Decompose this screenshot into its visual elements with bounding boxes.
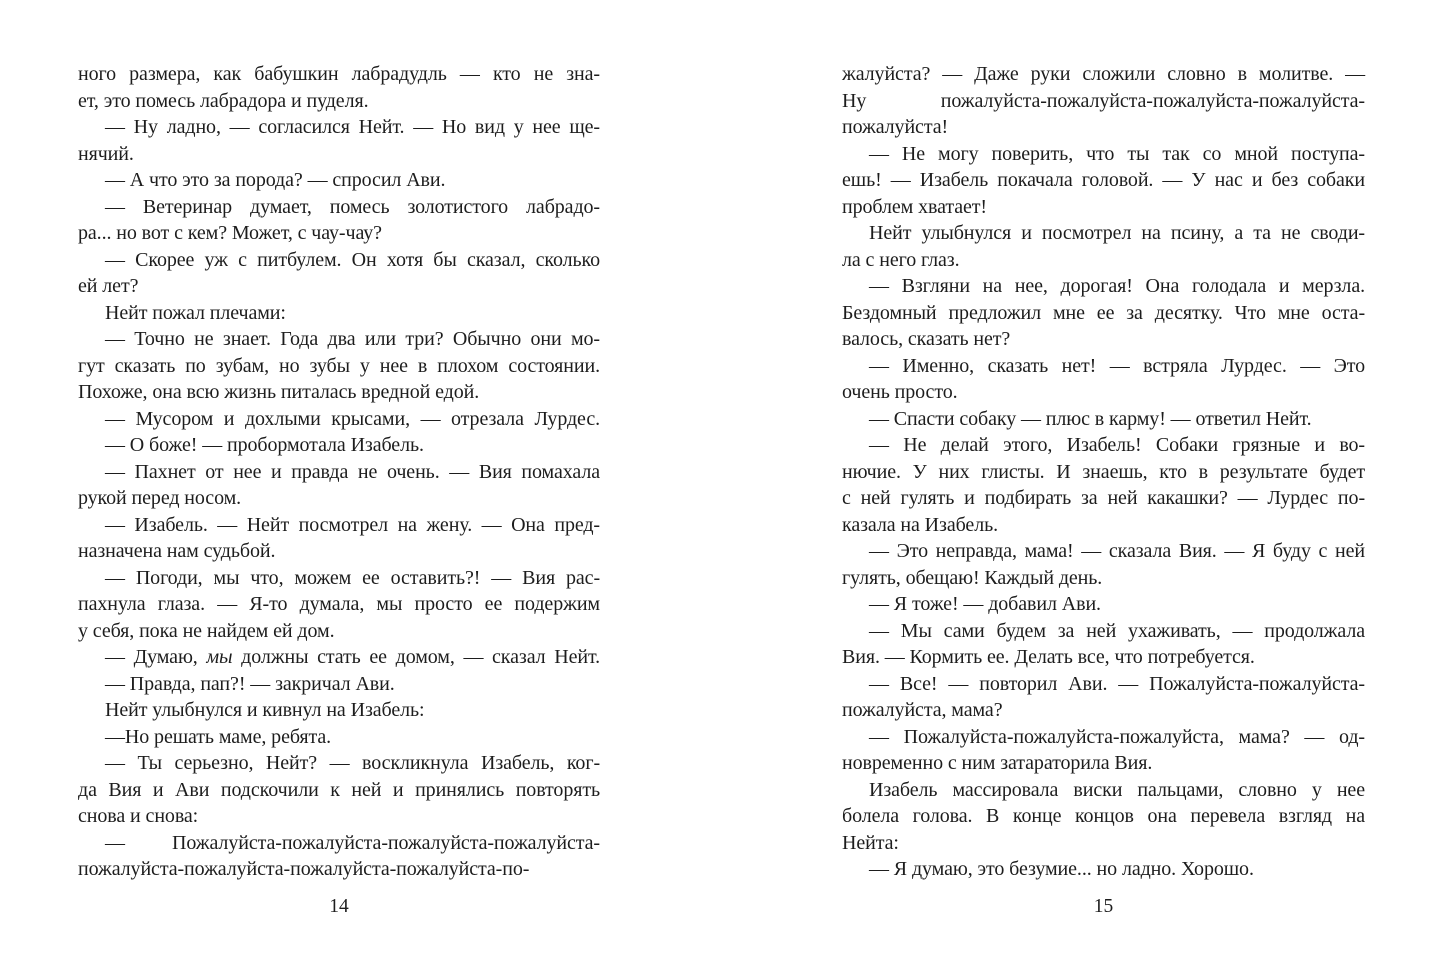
text-line: — Точно не знает. Года два или три? Обычно они мо- <box>105 328 600 350</box>
page-text-column <box>78 61 600 883</box>
text-line: нячий. <box>78 142 134 165</box>
text-line: — Думаю, мы должны стать ее домом, — сказал Нейт. <box>105 646 600 668</box>
text-line: ла с него глаз. <box>842 248 960 271</box>
text-line: — Я думаю, это безумие... но ладно. Хорошо. <box>869 858 1254 880</box>
text-line: пахнула глаза. — Я-то думала, мы просто ее подержим <box>78 593 600 615</box>
text-line: у себя, пока не найдем ей дом. <box>78 619 335 642</box>
text-line: —Но решать маме, ребята. <box>105 725 332 748</box>
text-line: валось, сказать нет? <box>842 328 1011 350</box>
text-line: — Это неправда, мама! — сказала Вия. — Я буду с ней <box>869 540 1365 562</box>
text-line: — Ну ладно, — согласился Нейт. — Но вид у нее ще- <box>105 116 600 138</box>
text-line: — Мусором и дохлыми крысами, — отрезала Лурдес. <box>105 407 600 430</box>
text-line: — Именно, сказать нет! — встряла Лурдес. — Это <box>869 354 1365 377</box>
text-line: снова и снова: <box>78 805 199 827</box>
book-page-right <box>842 0 1365 963</box>
text-line: назначена нам судьбой. <box>78 540 276 562</box>
text-line: пожалуйста! <box>842 116 949 138</box>
text-line: — Пахнет от нее и правда не очень. — Вия помахала <box>105 460 600 483</box>
text-line: — Взгляни на нее, дорогая! Она голодала и мерзла. <box>869 275 1365 297</box>
text-line: Нейт улыбнулся и посмотрел на псину, а та не своди- <box>869 222 1365 244</box>
text-line: — О боже! — пробормотала Изабель. <box>105 434 424 456</box>
text-line: — Погоди, мы что, можем ее оставить?! — Вия рас- <box>105 566 600 589</box>
text-line: Нейт улыбнулся и кивнул на Изабель: <box>105 699 425 721</box>
text-line: — Мы сами будем за ней ухаживать, — продолжала <box>869 619 1365 642</box>
text-line: — Не могу поверить, что ты так со мной поступа- <box>869 142 1365 165</box>
text-line: — Ветеринар думает, помесь золотистого лабрадо- <box>105 195 600 218</box>
text-line: гут сказать по зубам, но зубы у нее в плохом состоянии. <box>78 354 600 377</box>
text-line: с ней гулять и подбирать за ней какашки? — Лурдес по- <box>842 487 1365 509</box>
text-line: Бездомный предложил мне ее за десятку. Что мне оста- <box>842 301 1365 324</box>
book-page-left <box>78 0 600 963</box>
text-line: гулять, обещаю! Каждый день. <box>842 566 1103 589</box>
text-line: Похоже, она всю жизнь питалась вредной едой. <box>78 381 480 403</box>
text-line: — Пожалуйста-пожалуйста-пожалуйста-пожалуйста- <box>105 831 600 854</box>
text-line: ет, это помесь лабрадора и пуделя. <box>78 89 369 112</box>
text-line: пожалуйста-пожалуйста-пожалуйста-пожалуйста-по- <box>78 858 530 880</box>
text-line: Нейта: <box>842 831 899 854</box>
text-line: новременно с ним затараторила Вия. <box>842 752 1153 774</box>
text-line: рукой перед носом. <box>78 487 242 509</box>
text-line: очень просто. <box>842 381 958 403</box>
text-line: да Вия и Ави подскочили к ней и принялись повторять <box>78 778 600 801</box>
text-line: ей лет? <box>78 275 139 297</box>
text-line: ра... но вот с кем? Может, с чау-чау? <box>78 222 382 244</box>
text-line: пожалуйста, мама? <box>842 699 1003 721</box>
page-number: 15 <box>1093 896 1114 917</box>
text-line: — Все! — повторил Ави. — Пожалуйста-пожалуйста- <box>869 672 1365 695</box>
text-line: — Правда, пап?! — закричал Ави. <box>105 672 395 695</box>
text-line: — Спасти собаку — плюс в карму! — ответил Нейт. <box>869 407 1312 430</box>
text-line: болела голова. В конце концов она перевела взгляд на <box>842 805 1365 827</box>
text-line: — А что это за порода? — спросил Ави. <box>105 169 446 191</box>
text-line: — Изабель. — Нейт посмотрел на жену. — Она пред- <box>105 513 600 536</box>
text-line: — Ты серьезно, Нейт? — воскликнула Изабель, ког- <box>105 752 600 774</box>
text-line: проблем хватает! <box>842 195 987 218</box>
text-line: — Скорее уж с питбулем. Он хотя бы сказал, сколько <box>105 248 600 271</box>
page-text-column <box>842 61 1365 883</box>
text-line: нючие. У них глисты. И знаешь, кто в результате будет <box>842 460 1365 483</box>
text-line: ного размера, как бабушкин лабрадудль — кто не зна- <box>78 63 600 85</box>
text-line: Нейт пожал плечами: <box>105 301 286 324</box>
text-line: — Я тоже! — добавил Ави. <box>869 593 1101 615</box>
text-line: казала на Изабель. <box>842 513 998 536</box>
text-line: — Не делай этого, Изабель! Собаки грязные и во- <box>869 434 1365 456</box>
text-line: ешь! — Изабель покачала головой. — У нас и без собаки <box>842 169 1365 191</box>
page-number: 14 <box>329 896 349 917</box>
text-line: Изабель массировала виски пальцами, словно у нее <box>869 778 1365 801</box>
text-line: жалуйста? — Даже руки сложили словно в молитве. — <box>842 63 1365 85</box>
text-line: — Пожалуйста-пожалуйста-пожалуйста, мама? — од- <box>869 725 1365 748</box>
text-line: Ну пожалуйста-пожалуйста-пожалуйста-пожалуйста- <box>842 89 1365 112</box>
text-line: Вия. — Кормить ее. Делать все, что потребуется. <box>842 646 1255 668</box>
